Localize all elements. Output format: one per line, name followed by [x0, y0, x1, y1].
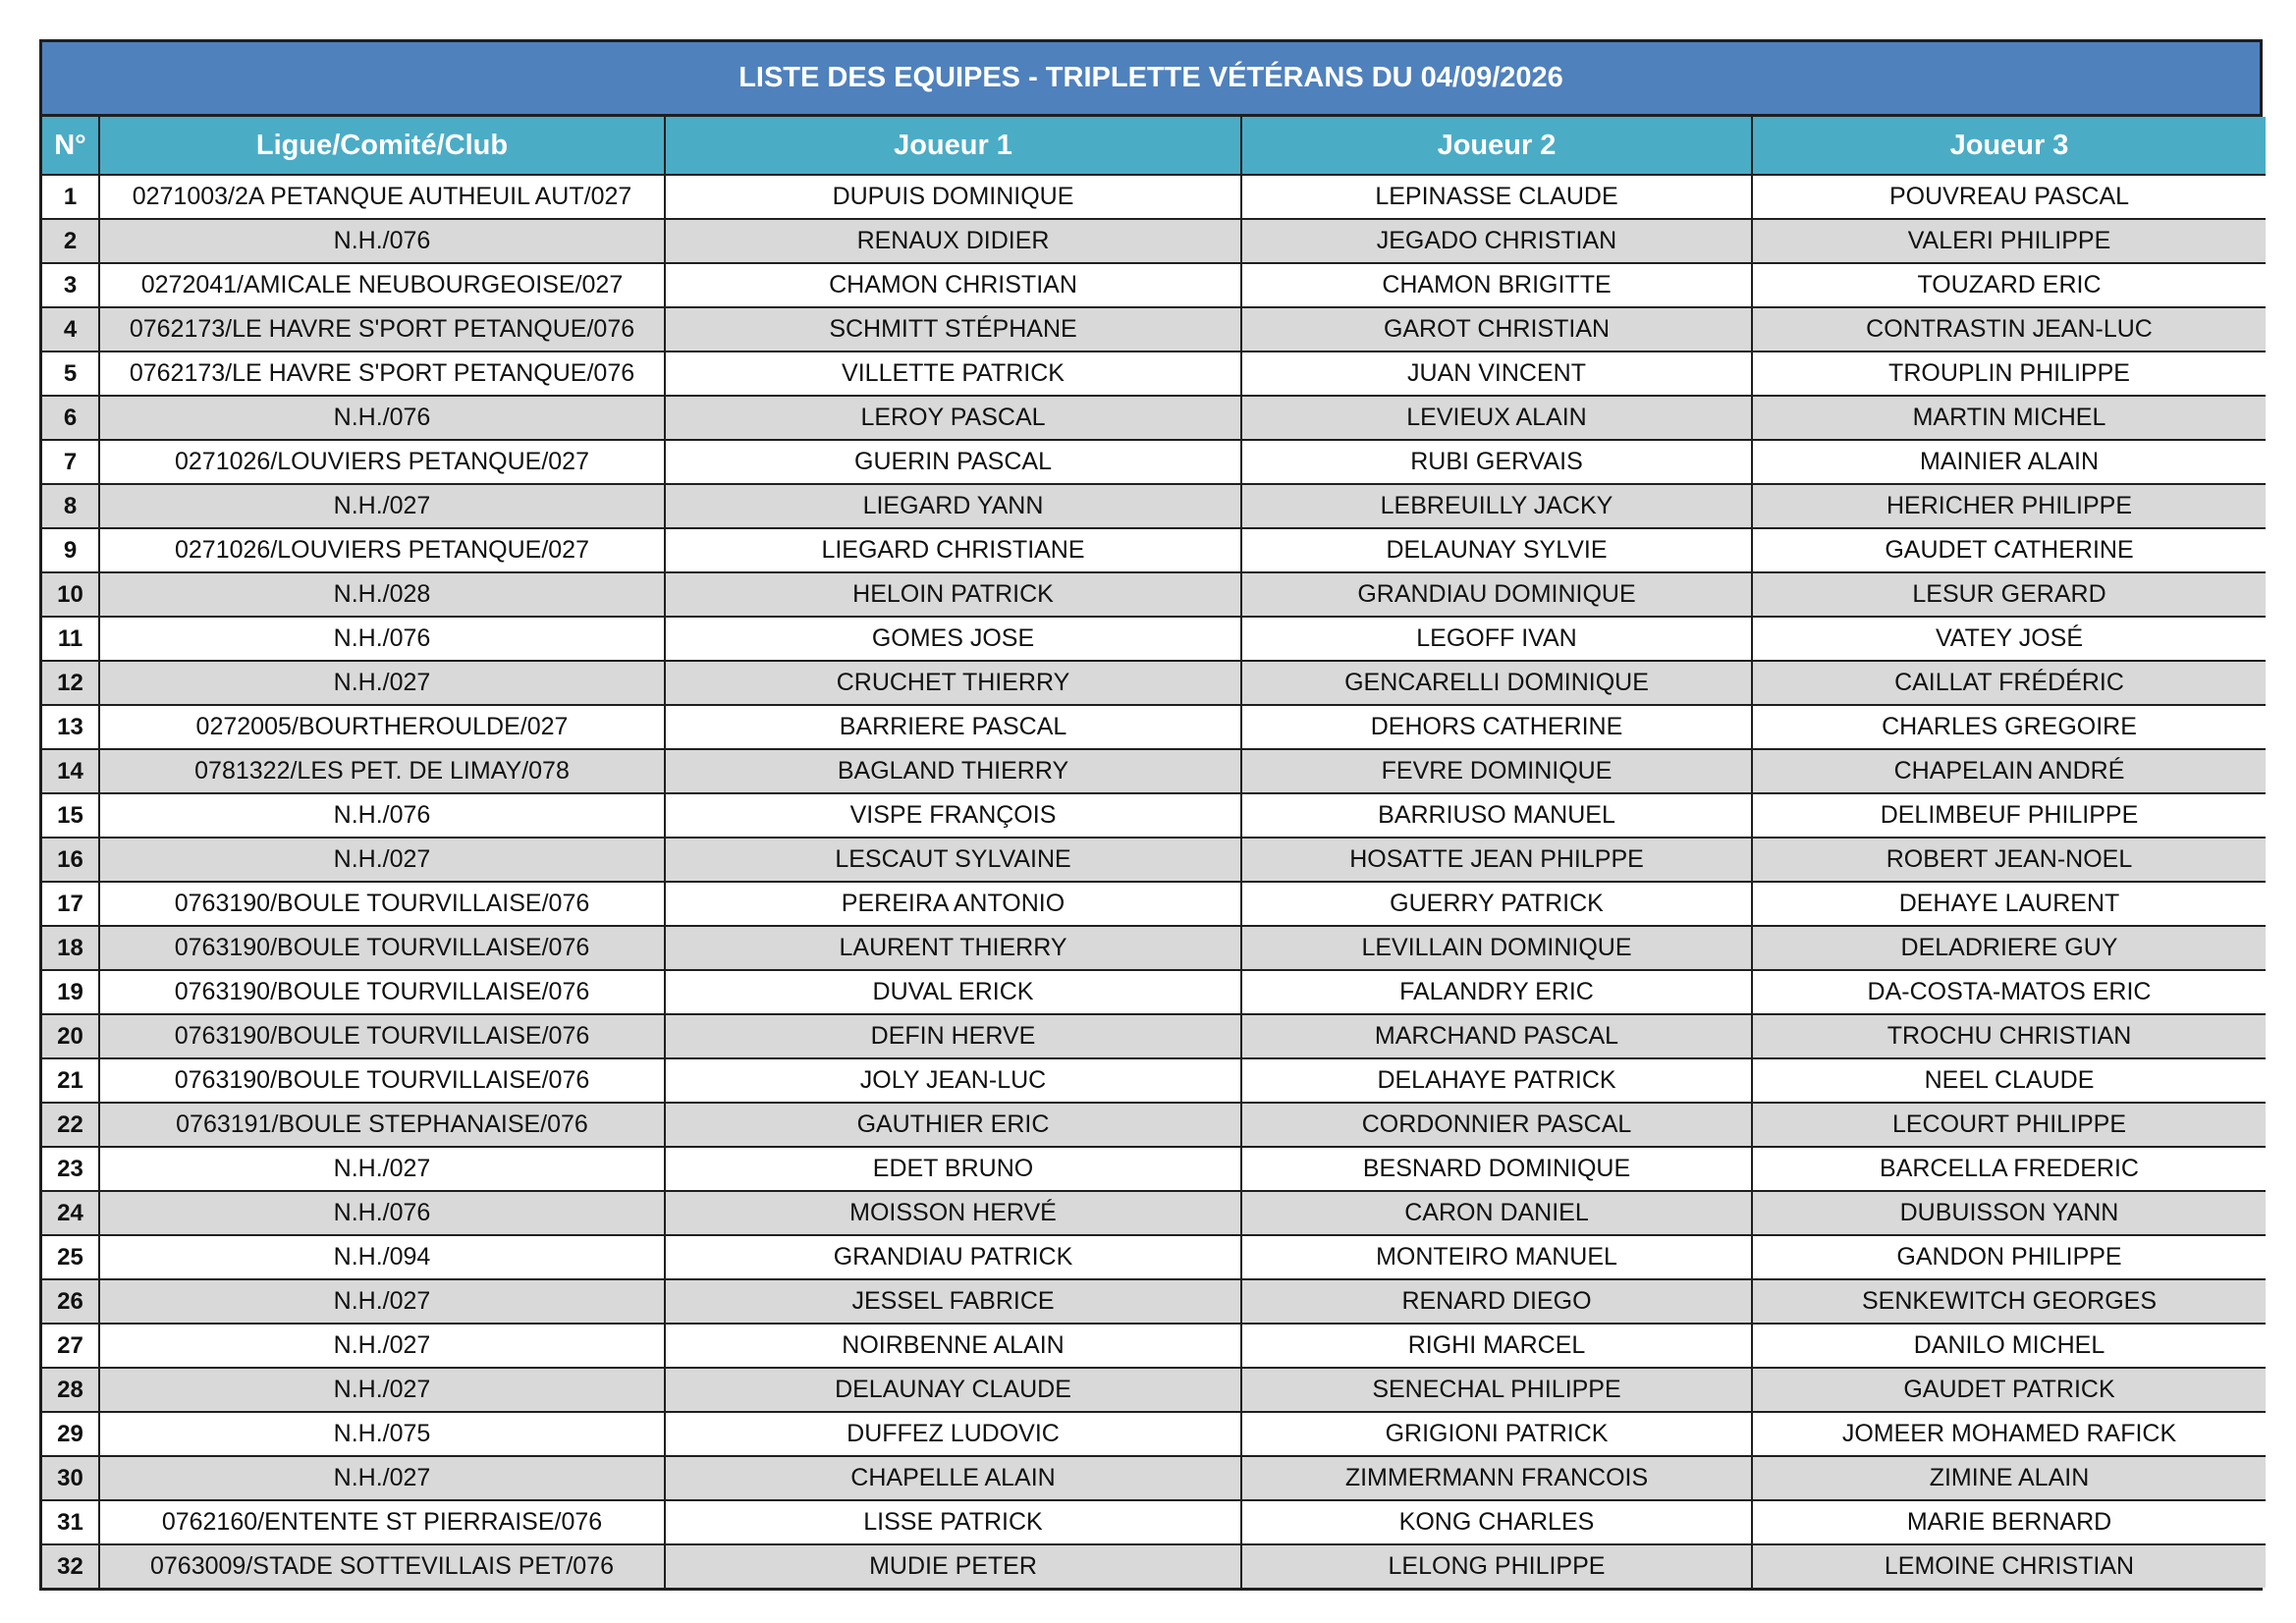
player-2-cell: FEVRE DOMINIQUE: [1241, 749, 1752, 793]
team-number-cell: 2: [42, 219, 99, 263]
player-3-cell: LESUR GERARD: [1752, 572, 2266, 617]
player-1-cell: LISSE PATRICK: [665, 1500, 1241, 1544]
team-number-cell: 5: [42, 352, 99, 396]
club-cell: 0762173/LE HAVRE S'PORT PETANQUE/076: [99, 352, 665, 396]
club-cell: N.H./027: [99, 838, 665, 882]
player-3-cell: GANDON PHILIPPE: [1752, 1235, 2266, 1279]
player-1-cell: DUPUIS DOMINIQUE: [665, 175, 1241, 219]
player-1-cell: DELAUNAY CLAUDE: [665, 1368, 1241, 1412]
team-number-cell: 26: [42, 1279, 99, 1324]
club-cell: N.H./028: [99, 572, 665, 617]
team-number-cell: 4: [42, 307, 99, 352]
club-cell: 0271026/LOUVIERS PETANQUE/027: [99, 528, 665, 572]
team-number-cell: 9: [42, 528, 99, 572]
player-2-cell: MONTEIRO MANUEL: [1241, 1235, 1752, 1279]
table-row: [42, 793, 2266, 838]
club-cell: 0762173/LE HAVRE S'PORT PETANQUE/076: [99, 307, 665, 352]
player-1-cell: CRUCHET THIERRY: [665, 661, 1241, 705]
player-3-cell: DA-COSTA-MATOS ERIC: [1752, 970, 2266, 1014]
player-3-cell: MAINIER ALAIN: [1752, 440, 2266, 484]
player-2-cell: LEVILLAIN DOMINIQUE: [1241, 926, 1752, 970]
player-1-cell: JESSEL FABRICE: [665, 1279, 1241, 1324]
player-1-cell: GUERIN PASCAL: [665, 440, 1241, 484]
player-1-cell: MUDIE PETER: [665, 1544, 1241, 1588]
player-2-cell: LELONG PHILIPPE: [1241, 1544, 1752, 1588]
table-header-row: [42, 117, 2266, 175]
team-number-cell: 28: [42, 1368, 99, 1412]
table-row: [42, 175, 2266, 219]
team-number-cell: 19: [42, 970, 99, 1014]
table-row: [42, 528, 2266, 572]
teams-table: [42, 117, 2266, 1588]
player-1-cell: PEREIRA ANTONIO: [665, 882, 1241, 926]
table-row: [42, 1500, 2266, 1544]
club-cell: 0763009/STADE SOTTEVILLAIS PET/076: [99, 1544, 665, 1588]
team-number-cell: 11: [42, 617, 99, 661]
player-1-cell: VISPE FRANÇOIS: [665, 793, 1241, 838]
team-number-cell: 8: [42, 484, 99, 528]
table-row: [42, 838, 2266, 882]
table-row: [42, 1456, 2266, 1500]
player-2-cell: LEBREUILLY JACKY: [1241, 484, 1752, 528]
table-row: [42, 1014, 2266, 1058]
player-3-cell: LECOURT PHILIPPE: [1752, 1103, 2266, 1147]
header-player-3: Joueur 3: [1752, 117, 2266, 175]
club-cell: N.H./027: [99, 1456, 665, 1500]
player-2-cell: HOSATTE JEAN PHILPPE: [1241, 838, 1752, 882]
player-1-cell: DUFFEZ LUDOVIC: [665, 1412, 1241, 1456]
club-cell: N.H./076: [99, 219, 665, 263]
player-1-cell: LESCAUT SYLVAINE: [665, 838, 1241, 882]
player-2-cell: JEGADO CHRISTIAN: [1241, 219, 1752, 263]
player-3-cell: MARTIN MICHEL: [1752, 396, 2266, 440]
player-2-cell: ZIMMERMANN FRANCOIS: [1241, 1456, 1752, 1500]
team-number-cell: 13: [42, 705, 99, 749]
sheet-title: LISTE DES EQUIPES - TRIPLETTE VÉTÉRANS DU 04/09/2026: [42, 42, 2260, 117]
table-row: [42, 219, 2266, 263]
club-cell: N.H./075: [99, 1412, 665, 1456]
player-3-cell: JOMEER MOHAMED RAFICK: [1752, 1412, 2266, 1456]
team-number-cell: 20: [42, 1014, 99, 1058]
club-cell: 0763190/BOULE TOURVILLAISE/076: [99, 1058, 665, 1103]
player-3-cell: GAUDET CATHERINE: [1752, 528, 2266, 572]
player-2-cell: DELAUNAY SYLVIE: [1241, 528, 1752, 572]
player-1-cell: LIEGARD CHRISTIANE: [665, 528, 1241, 572]
team-number-cell: 17: [42, 882, 99, 926]
table-row: [42, 263, 2266, 307]
club-cell: N.H./027: [99, 1147, 665, 1191]
player-2-cell: MARCHAND PASCAL: [1241, 1014, 1752, 1058]
player-3-cell: CONTRASTIN JEAN-LUC: [1752, 307, 2266, 352]
player-2-cell: BESNARD DOMINIQUE: [1241, 1147, 1752, 1191]
team-number-cell: 3: [42, 263, 99, 307]
player-2-cell: GRIGIONI PATRICK: [1241, 1412, 1752, 1456]
header-number: N°: [42, 117, 99, 175]
team-number-cell: 12: [42, 661, 99, 705]
player-1-cell: LIEGARD YANN: [665, 484, 1241, 528]
header-club: Ligue/Comité/Club: [99, 117, 665, 175]
table-row: [42, 705, 2266, 749]
player-1-cell: SCHMITT STÉPHANE: [665, 307, 1241, 352]
club-cell: 0271026/LOUVIERS PETANQUE/027: [99, 440, 665, 484]
table-row: [42, 1412, 2266, 1456]
player-1-cell: BAGLAND THIERRY: [665, 749, 1241, 793]
table-row: [42, 926, 2266, 970]
team-number-cell: 31: [42, 1500, 99, 1544]
player-3-cell: GAUDET PATRICK: [1752, 1368, 2266, 1412]
table-row: [42, 307, 2266, 352]
player-3-cell: SENKEWITCH GEORGES: [1752, 1279, 2266, 1324]
player-3-cell: POUVREAU PASCAL: [1752, 175, 2266, 219]
player-3-cell: DANILO MICHEL: [1752, 1324, 2266, 1368]
table-row: [42, 661, 2266, 705]
player-3-cell: ZIMINE ALAIN: [1752, 1456, 2266, 1500]
team-number-cell: 16: [42, 838, 99, 882]
player-1-cell: NOIRBENNE ALAIN: [665, 1324, 1241, 1368]
club-cell: N.H./076: [99, 396, 665, 440]
player-1-cell: DEFIN HERVE: [665, 1014, 1241, 1058]
club-cell: 0272005/BOURTHEROULDE/027: [99, 705, 665, 749]
table-row: [42, 1324, 2266, 1368]
header-player-2: Joueur 2: [1241, 117, 1752, 175]
player-3-cell: DELADRIERE GUY: [1752, 926, 2266, 970]
club-cell: N.H./027: [99, 1279, 665, 1324]
team-number-cell: 24: [42, 1191, 99, 1235]
team-number-cell: 32: [42, 1544, 99, 1588]
club-cell: N.H./076: [99, 617, 665, 661]
team-number-cell: 14: [42, 749, 99, 793]
table-body: [42, 175, 2266, 1588]
player-3-cell: HERICHER PHILIPPE: [1752, 484, 2266, 528]
player-2-cell: BARRIUSO MANUEL: [1241, 793, 1752, 838]
player-2-cell: LEPINASSE CLAUDE: [1241, 175, 1752, 219]
player-3-cell: ROBERT JEAN-NOEL: [1752, 838, 2266, 882]
table-row: [42, 572, 2266, 617]
team-number-cell: 18: [42, 926, 99, 970]
header-player-1: Joueur 1: [665, 117, 1241, 175]
player-2-cell: CHAMON BRIGITTE: [1241, 263, 1752, 307]
club-cell: 0781322/LES PET. DE LIMAY/078: [99, 749, 665, 793]
team-number-cell: 21: [42, 1058, 99, 1103]
club-cell: 0763190/BOULE TOURVILLAISE/076: [99, 1014, 665, 1058]
club-cell: 0763190/BOULE TOURVILLAISE/076: [99, 926, 665, 970]
team-number-cell: 6: [42, 396, 99, 440]
player-1-cell: BARRIERE PASCAL: [665, 705, 1241, 749]
player-2-cell: RIGHI MARCEL: [1241, 1324, 1752, 1368]
table-row: [42, 617, 2266, 661]
player-2-cell: RUBI GERVAIS: [1241, 440, 1752, 484]
player-2-cell: CARON DANIEL: [1241, 1191, 1752, 1235]
player-1-cell: GAUTHIER ERIC: [665, 1103, 1241, 1147]
team-number-cell: 15: [42, 793, 99, 838]
table-row: [42, 396, 2266, 440]
table-row: [42, 970, 2266, 1014]
club-cell: N.H./076: [99, 793, 665, 838]
table-row: [42, 1279, 2266, 1324]
player-3-cell: BARCELLA FREDERIC: [1752, 1147, 2266, 1191]
player-2-cell: DEHORS CATHERINE: [1241, 705, 1752, 749]
table-row: [42, 352, 2266, 396]
club-cell: 0763190/BOULE TOURVILLAISE/076: [99, 882, 665, 926]
player-2-cell: RENARD DIEGO: [1241, 1279, 1752, 1324]
player-2-cell: CORDONNIER PASCAL: [1241, 1103, 1752, 1147]
player-1-cell: CHAMON CHRISTIAN: [665, 263, 1241, 307]
player-1-cell: CHAPELLE ALAIN: [665, 1456, 1241, 1500]
table-row: [42, 440, 2266, 484]
player-2-cell: GRANDIAU DOMINIQUE: [1241, 572, 1752, 617]
team-number-cell: 29: [42, 1412, 99, 1456]
player-3-cell: TOUZARD ERIC: [1752, 263, 2266, 307]
team-number-cell: 25: [42, 1235, 99, 1279]
player-3-cell: CHARLES GREGOIRE: [1752, 705, 2266, 749]
player-2-cell: LEGOFF IVAN: [1241, 617, 1752, 661]
player-3-cell: CHAPELAIN ANDRÉ: [1752, 749, 2266, 793]
player-1-cell: HELOIN PATRICK: [665, 572, 1241, 617]
player-3-cell: TROCHU CHRISTIAN: [1752, 1014, 2266, 1058]
club-cell: N.H./027: [99, 1368, 665, 1412]
player-2-cell: KONG CHARLES: [1241, 1500, 1752, 1544]
table-row: [42, 882, 2266, 926]
team-number-cell: 22: [42, 1103, 99, 1147]
club-cell: 0762160/ENTENTE ST PIERRAISE/076: [99, 1500, 665, 1544]
club-cell: N.H./076: [99, 1191, 665, 1235]
player-1-cell: LEROY PASCAL: [665, 396, 1241, 440]
club-cell: N.H./027: [99, 1324, 665, 1368]
player-2-cell: GENCARELLI DOMINIQUE: [1241, 661, 1752, 705]
club-cell: N.H./094: [99, 1235, 665, 1279]
team-number-cell: 1: [42, 175, 99, 219]
player-1-cell: GRANDIAU PATRICK: [665, 1235, 1241, 1279]
table-row: [42, 1103, 2266, 1147]
player-2-cell: FALANDRY ERIC: [1241, 970, 1752, 1014]
team-number-cell: 23: [42, 1147, 99, 1191]
player-1-cell: GOMES JOSE: [665, 617, 1241, 661]
club-cell: 0763191/BOULE STEPHANAISE/076: [99, 1103, 665, 1147]
player-2-cell: DELAHAYE PATRICK: [1241, 1058, 1752, 1103]
team-number-cell: 7: [42, 440, 99, 484]
player-1-cell: JOLY JEAN-LUC: [665, 1058, 1241, 1103]
team-number-cell: 10: [42, 572, 99, 617]
player-1-cell: LAURENT THIERRY: [665, 926, 1241, 970]
player-2-cell: LEVIEUX ALAIN: [1241, 396, 1752, 440]
player-3-cell: VALERI PHILIPPE: [1752, 219, 2266, 263]
player-1-cell: RENAUX DIDIER: [665, 219, 1241, 263]
player-3-cell: DELIMBEUF PHILIPPE: [1752, 793, 2266, 838]
player-1-cell: VILLETTE PATRICK: [665, 352, 1241, 396]
club-cell: N.H./027: [99, 484, 665, 528]
player-3-cell: LEMOINE CHRISTIAN: [1752, 1544, 2266, 1588]
player-3-cell: DUBUISSON YANN: [1752, 1191, 2266, 1235]
table-row: [42, 1235, 2266, 1279]
player-2-cell: GUERRY PATRICK: [1241, 882, 1752, 926]
player-1-cell: MOISSON HERVÉ: [665, 1191, 1241, 1235]
player-2-cell: SENECHAL PHILIPPE: [1241, 1368, 1752, 1412]
table-row: [42, 484, 2266, 528]
team-number-cell: 27: [42, 1324, 99, 1368]
table-row: [42, 1191, 2266, 1235]
player-1-cell: EDET BRUNO: [665, 1147, 1241, 1191]
table-row: [42, 749, 2266, 793]
club-cell: 0271003/2A PETANQUE AUTHEUIL AUT/027: [99, 175, 665, 219]
team-list-sheet: [39, 39, 2263, 1591]
table-row: [42, 1147, 2266, 1191]
player-3-cell: CAILLAT FRÉDÉRIC: [1752, 661, 2266, 705]
club-cell: 0272041/AMICALE NEUBOURGEOISE/027: [99, 263, 665, 307]
player-3-cell: TROUPLIN PHILIPPE: [1752, 352, 2266, 396]
player-1-cell: DUVAL ERICK: [665, 970, 1241, 1014]
player-3-cell: DEHAYE LAURENT: [1752, 882, 2266, 926]
team-number-cell: 30: [42, 1456, 99, 1500]
player-3-cell: MARIE BERNARD: [1752, 1500, 2266, 1544]
club-cell: N.H./027: [99, 661, 665, 705]
table-row: [42, 1544, 2266, 1588]
player-3-cell: VATEY JOSÉ: [1752, 617, 2266, 661]
table-row: [42, 1058, 2266, 1103]
table-row: [42, 1368, 2266, 1412]
player-2-cell: JUAN VINCENT: [1241, 352, 1752, 396]
player-3-cell: NEEL CLAUDE: [1752, 1058, 2266, 1103]
club-cell: 0763190/BOULE TOURVILLAISE/076: [99, 970, 665, 1014]
player-2-cell: GAROT CHRISTIAN: [1241, 307, 1752, 352]
